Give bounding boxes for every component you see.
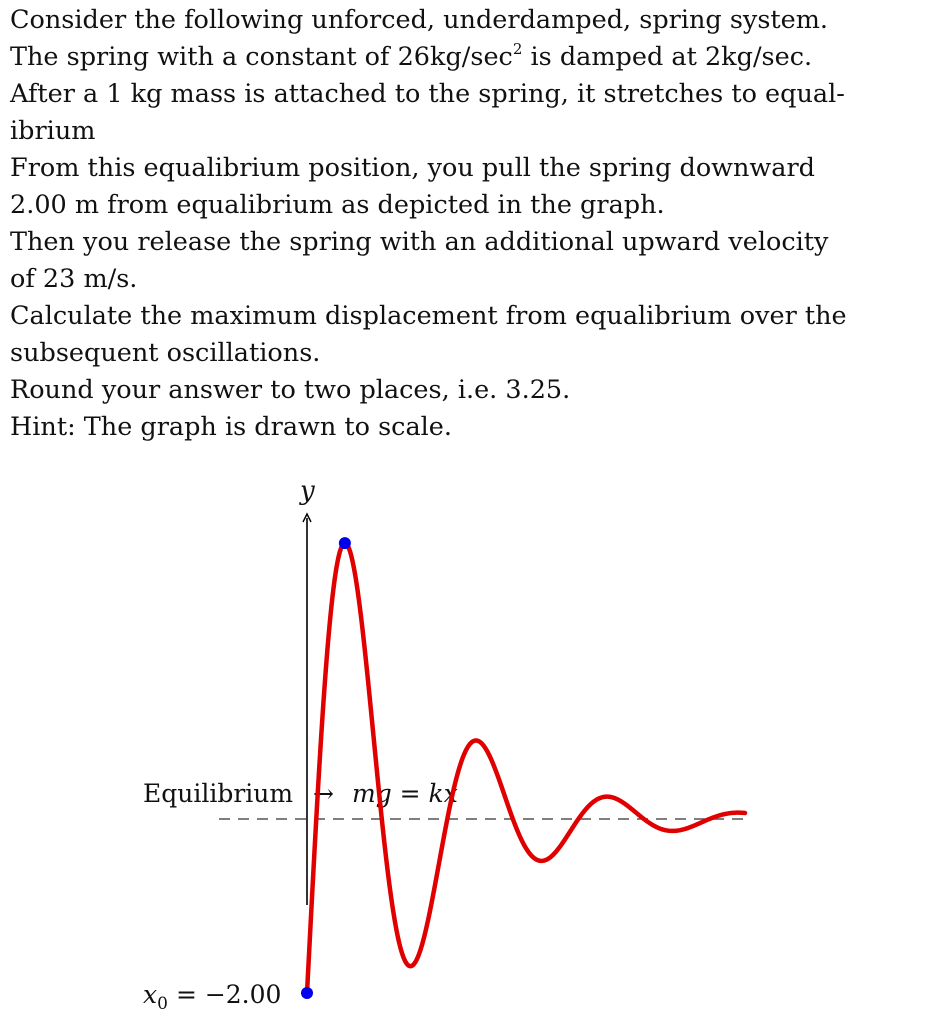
x0-subscript: 0 [157,994,168,1014]
problem-line-11: Round your answer to two places, i.e. 3.25. [10,375,571,405]
damping-text: is damped at 2kg/sec. [522,42,813,72]
equilibrium-equation: mg = kx [352,779,458,808]
problem-line-9: Calculate the maximum displacement from equalibrium over the [10,301,847,331]
problem-line-4: ibrium [10,116,96,146]
x0-symbol: x [143,980,158,1009]
problem-line-1: Consider the following unforced, underdamped, spring system. [10,5,829,35]
problem-line-6: 2.00 m from equalibrium as depicted in the graph. [10,190,665,220]
problem-line-8: of 23 m/s. [10,264,138,294]
displacement-curve [307,543,745,993]
equilibrium-arrow: → [313,779,334,808]
problem-line-10: subsequent oscillations. [10,338,321,368]
problem-line-5: From this equalibrium position, you pull the spring downward [10,153,815,183]
problem-line-3: After a 1 kg mass is attached to the spring, it stretches to equal- [10,79,845,109]
max-displacement-point [339,537,351,549]
equilibrium-label: Equilibrium [143,779,294,808]
spring-constant-text: The spring with a constant of 26kg/sec [10,42,513,72]
problem-line-2 [10,39,940,76]
spring-graph [0,460,945,1024]
y-axis-label: y [300,476,315,506]
initial-point [301,987,313,999]
problem-line-7: Then you release the spring with an additional upward velocity [10,227,829,257]
problem-line-12: Hint: The graph is drawn to scale. [10,412,453,442]
x0-label [143,980,281,1014]
exponent: 2 [512,39,523,58]
x0-value: = −2.00 [175,980,282,1009]
problem-statement [10,2,940,446]
